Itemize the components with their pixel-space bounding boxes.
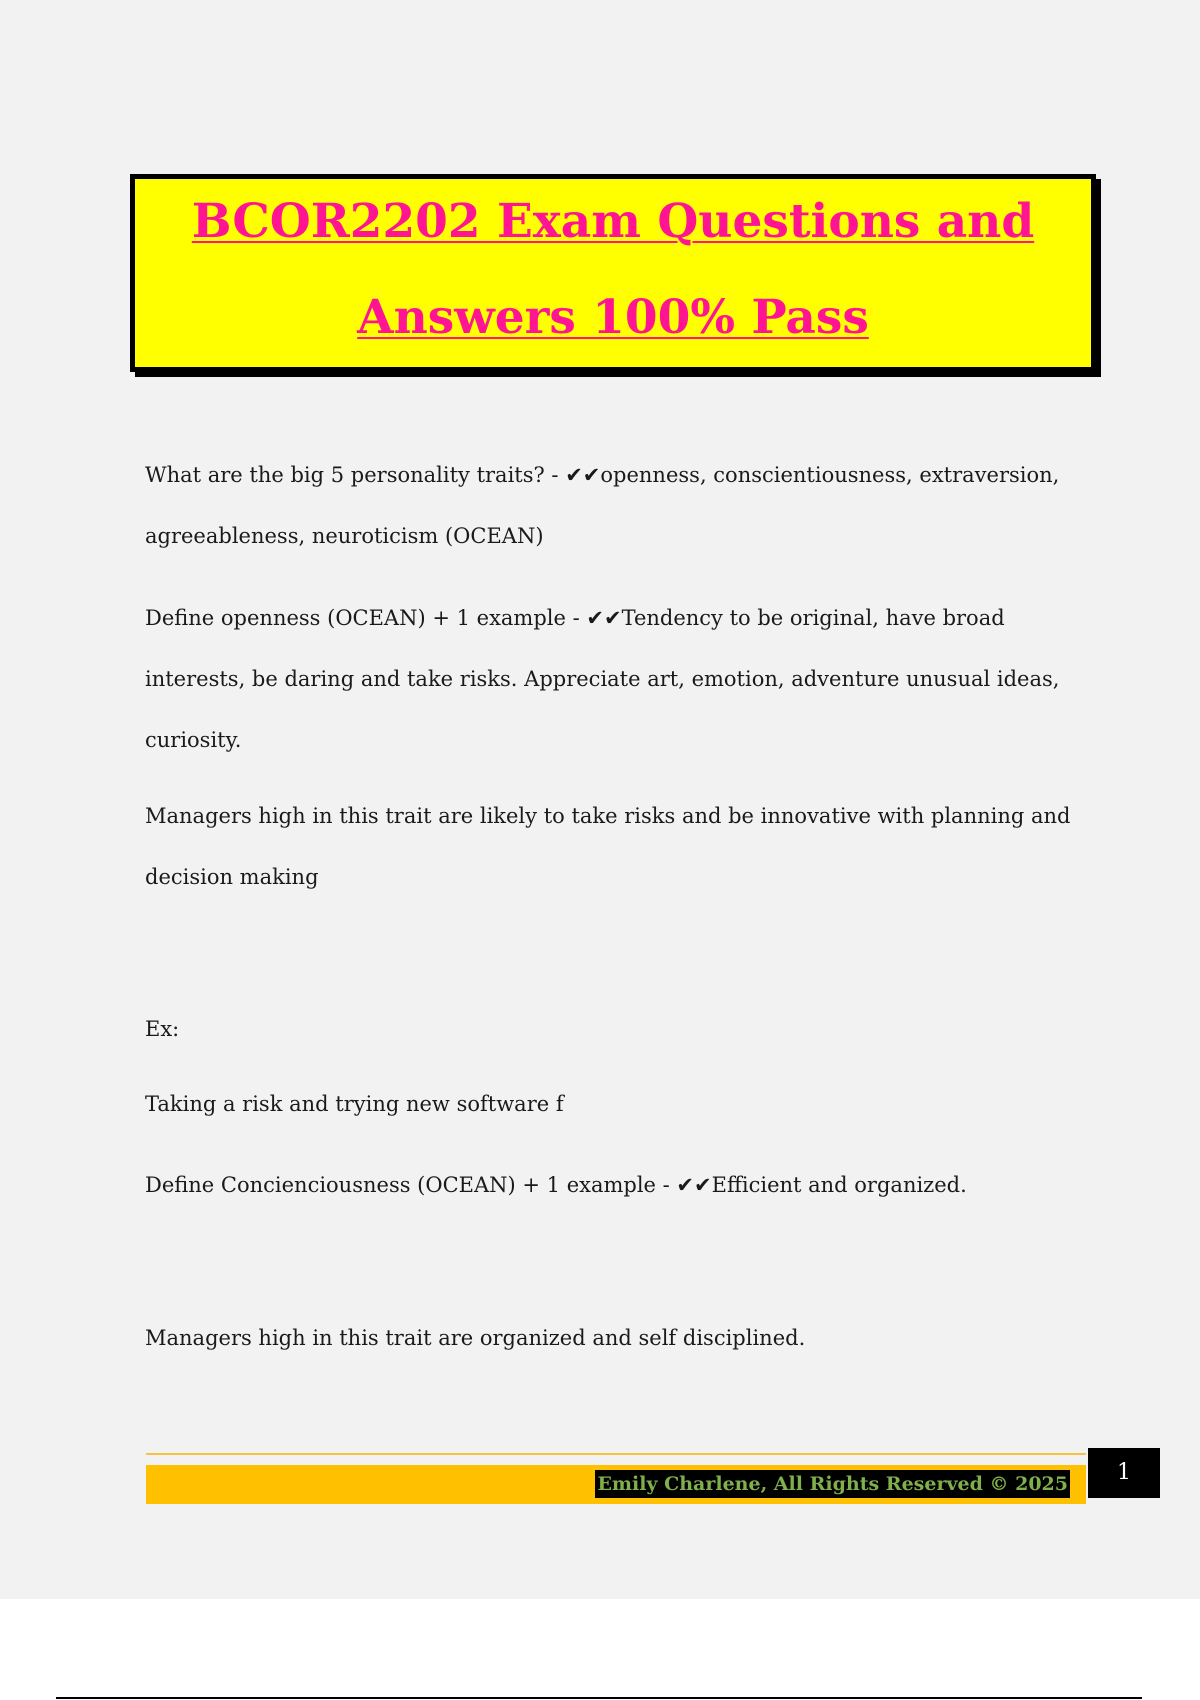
body-line: Managers high in this trait are likely to take risks and be innovative with planning and	[145, 804, 1071, 828]
body-line: Define Concienciousness (OCEAN) + 1 example - ✔✔Efficient and organized.	[145, 1173, 967, 1197]
page-separator	[56, 1697, 1142, 1699]
document-title-line-2: Answers 100% Pass	[357, 290, 869, 345]
body-line: Define openness (OCEAN) + 1 example - ✔✔Tendency to be original, have broad	[145, 606, 1005, 630]
title-banner	[130, 174, 1096, 372]
page-number: 1	[1088, 1448, 1160, 1498]
footer-divider	[146, 1453, 1086, 1455]
body-line: curiosity.	[145, 728, 242, 752]
body-line: Taking a risk and trying new software f	[145, 1092, 564, 1116]
body-line: decision making	[145, 865, 319, 889]
document-title-line-1: BCOR2202 Exam Questions and	[191, 194, 1035, 249]
body-line: Ex:	[145, 1017, 180, 1041]
body-line: agreeableness, neuroticism (OCEAN)	[145, 524, 544, 548]
footer-bar	[146, 1465, 1086, 1504]
body-line: interests, be daring and take risks. Appreciate art, emotion, adventure unusual ideas,	[145, 667, 1060, 691]
body-line: Managers high in this trait are organized and self disciplined.	[145, 1326, 806, 1350]
body-line: What are the big 5 personality traits? - ✔✔openness, conscientiousness, extraversion,	[145, 463, 1060, 487]
footer-copyright: Emily Charlene, All Rights Reserved © 2025	[595, 1470, 1070, 1498]
